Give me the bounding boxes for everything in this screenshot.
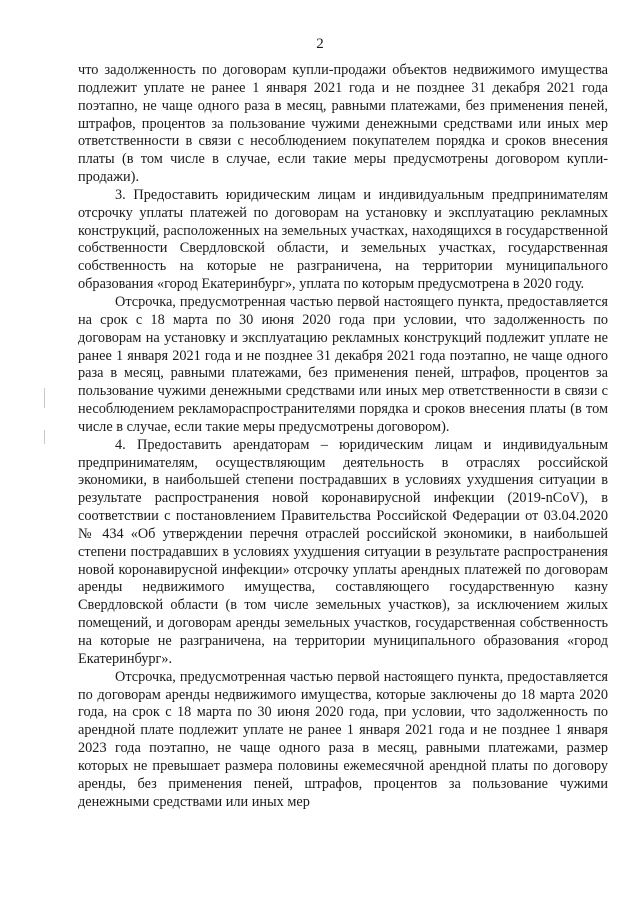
paragraph-item-3: 3. Предоставить юридическим лицам и индивидуальным предпринимателям отсрочку уплаты платежей по договорам на установку и эксплуатацию рекламных конструкций, расположенных на земельных участках, находящихся в государственной собственности Свердловской области, и земельных участках, государственная собственность на которые не разграничена, на территории муниципального образования «город Екатеринбург», уплата по которым предусмотрена в 2020 году. xyxy=(78,186,608,293)
document-body xyxy=(78,62,608,811)
paragraph-continuation: что задолженность по договорам купли-продажи объектов недвижимого имущества подлежит уплате не ранее 1 января 2021 года и не позднее 31 декабря 2021 года поэтапно, не чаще одного раза в месяц, равными платежами, без применения пеней, штрафов, процентов за пользование чужими денежными средствами или иных мер ответственности в связи с несоблюдением покупателем порядка и сроков внесения платы (в том числе в случае, если такие меры предусмотрены договором купли-продажи). xyxy=(78,62,608,186)
page-number: 2 xyxy=(316,36,324,52)
paragraph-item-4: 4. Предоставить арендаторам – юридическим лицам и индивидуальным предпринимателям, осуществляющим деятельность в отраслях российской экономики, в наибольшей степени пострадавших в условиях ухудшения ситуации в результате распространения новой коронавирусной инфекции (2019-nCoV), в соответствии с постановлением Правительства Российской Федерации от 03.04.2020 № 434 «Об утверждении перечня отраслей российской экономики, в наибольшей степени пострадавших в условиях ухудшения ситуации в результате распространения новой коронавирусной инфекции» отсрочку уплаты арендных платежей по договорам аренды недвижимого имущества, составляющего государственную казну Свердловской области (в том числе земельных участков), за исключением жилых помещений, и договорам аренды земельных участков, государственная собственность на которые не разграничена, на территории муниципального образования «город Екатеринбург». xyxy=(78,436,608,667)
paragraph-item-4-deferral: Отсрочка, предусмотренная частью первой настоящего пункта, предоставляется по договорам аренды недвижимого имущества, которые заключены до 18 марта 2020 года, на срок с 18 марта по 30 июня 2020 года, при условии, что задолженность по арендной плате подлежит уплате не ранее 1 января 2021 года и не позднее 1 января 2023 года поэтапно, не чаще одного раза в месяц, равными платежами, размер которых не превышает размера половины ежемесячной арендной платы по договору аренды, без применения пеней, штрафов, процентов за пользование чужими денежными средствами или иных мер xyxy=(78,668,608,810)
scan-margin-mark xyxy=(44,430,45,444)
paragraph-item-3-deferral: Отсрочка, предусмотренная частью первой настоящего пункта, предоставляется на срок с 18 марта по 30 июня 2020 года при условии, что задолженность по договорам на установку и эксплуатацию рекламных конструкций подлежит уплате не ранее 1 января 2021 года и не позднее 31 декабря 2021 года поэтапно, не чаще одного раза в месяц, равными платежами, без применения пеней, штрафов, процентов за пользование чужими денежными средствами или иных мер ответственности в связи с несоблюдением рекламораспространителями порядка и сроков внесения платы (в том числе в случае, если такие меры предусмотрены договором). xyxy=(78,293,608,435)
scan-margin-mark xyxy=(44,388,45,408)
